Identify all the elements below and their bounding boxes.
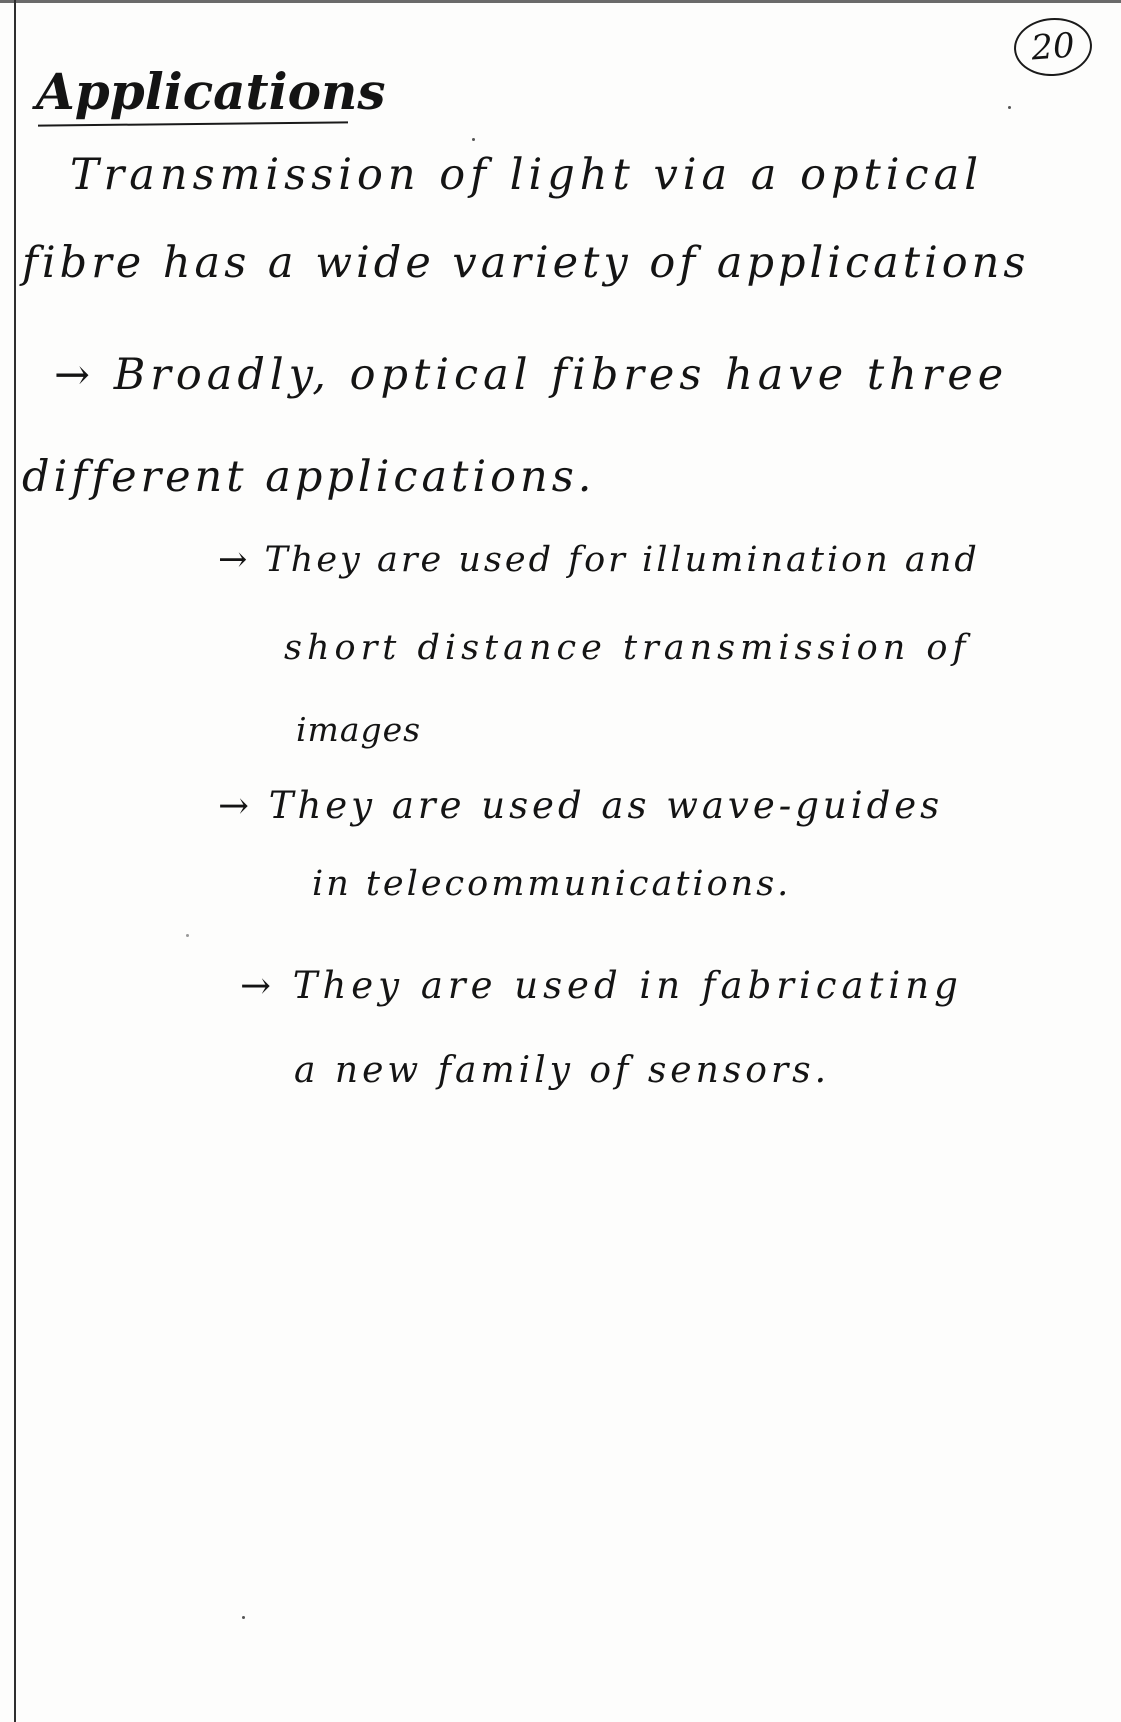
application-line: → They are used in fabricating: [240, 964, 963, 1007]
application-line: → They are used as wave-guides: [218, 784, 944, 827]
page-margin-line: [14, 0, 16, 1722]
summary-line: different applications.: [22, 452, 596, 502]
application-line: in telecommunications.: [312, 864, 792, 904]
page-heading: Applications: [36, 62, 386, 121]
ink-speck: [1008, 106, 1011, 109]
ink-speck: [472, 138, 475, 141]
application-line: images: [296, 710, 422, 749]
application-line: a new family of sensors.: [294, 1050, 831, 1091]
application-line: → They are used for illumination and: [218, 540, 980, 580]
page-number: 20: [1012, 15, 1094, 78]
page-top-edge: [0, 0, 1121, 3]
summary-line: → Broadly, optical fibres have three: [54, 350, 1009, 400]
ink-speck: [186, 934, 189, 937]
intro-line: fibre has a wide variety of applications: [22, 238, 1030, 288]
heading-underline: [38, 121, 348, 126]
ink-speck: [242, 1616, 245, 1619]
application-line: short distance transmission of: [284, 628, 971, 668]
intro-line: Transmission of light via a optical: [70, 150, 984, 200]
